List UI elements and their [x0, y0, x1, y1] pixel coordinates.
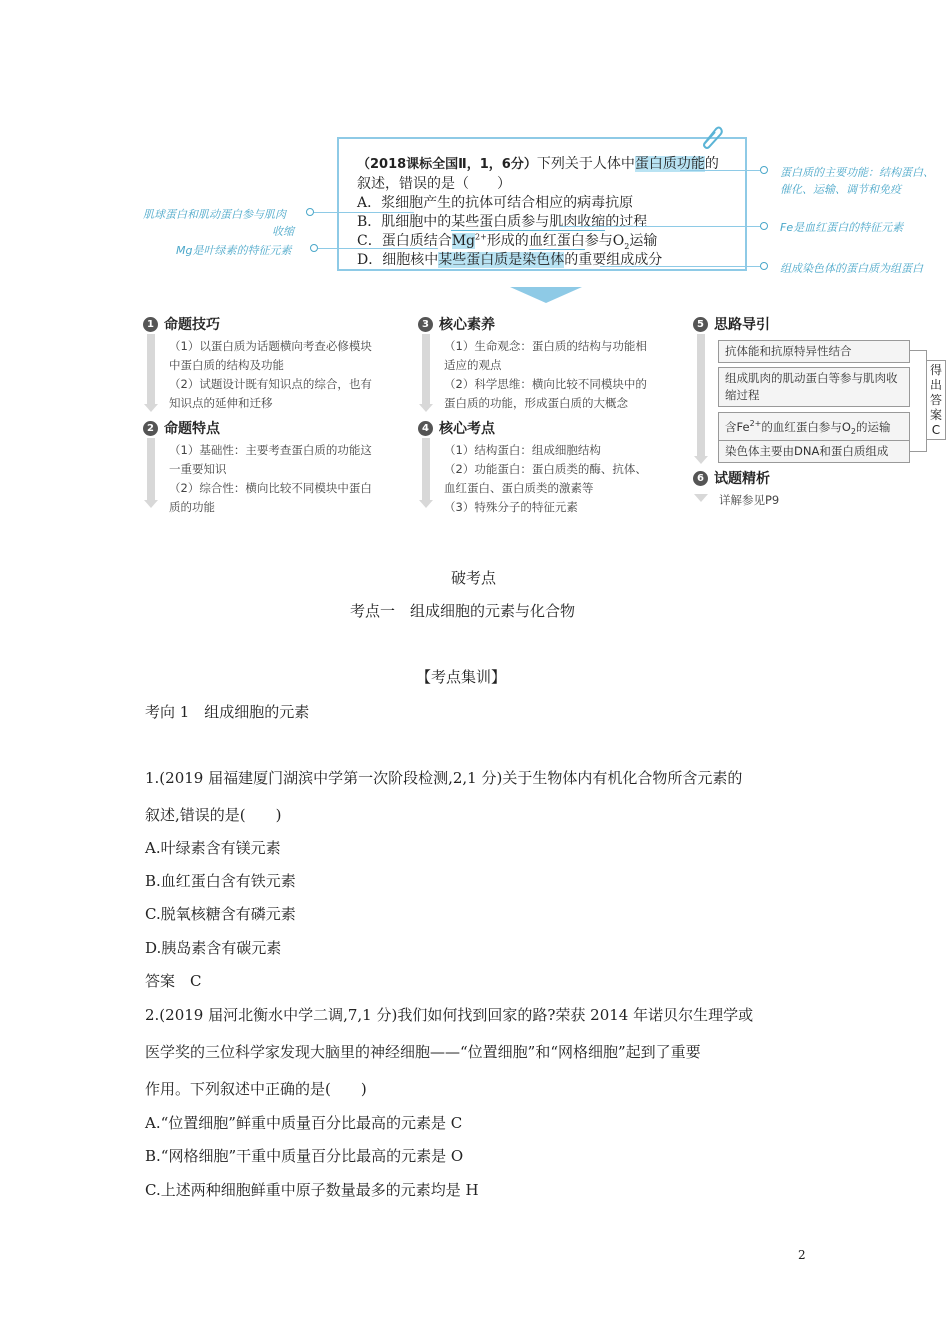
section-title: 试题精析 — [714, 471, 770, 487]
section-line: 质的功能 — [169, 500, 215, 514]
subscript: 2 — [624, 241, 630, 251]
section-hexin-suyang — [418, 314, 688, 413]
question-source: （2018课标全国Ⅱ，1，6分） — [357, 157, 537, 172]
guide-box-4: 染色体主要由DNA和蛋白质组成 — [718, 440, 910, 463]
note-dot — [760, 166, 768, 174]
superscript: 2+ — [475, 232, 487, 242]
text: D．细胞核中 — [357, 252, 439, 268]
option-b — [357, 211, 647, 231]
text: 下列关于人体中 — [536, 156, 635, 172]
section-line: 知识点的延伸和迁移 — [169, 396, 273, 410]
q2-option-a: A.“位置细胞”鲜重中质量百分比最高的元素是 C — [145, 1114, 463, 1132]
q1-option-c: C.脱氧核糖含有磷元素 — [145, 905, 296, 923]
section-line: （2）试题设计既有知识点的综合，也有 — [169, 377, 372, 391]
section-line: （1）结构蛋白：组成细胞结构 — [444, 443, 601, 457]
section-mingti-tedian — [143, 418, 403, 517]
text: 参与O — [584, 233, 625, 249]
question-box — [337, 137, 747, 271]
underline: 血红蛋白 — [528, 233, 585, 249]
text: 的重要组成成分 — [564, 252, 663, 268]
section-line: 适应的观点 — [444, 358, 502, 372]
leader-line — [680, 170, 760, 171]
answer-box: 得出答案C — [926, 360, 946, 440]
question-stem-line2: 叙述，错误的是（ ） — [357, 176, 511, 192]
section-number: 1 — [143, 317, 158, 332]
text: 含Fe — [725, 419, 750, 434]
text: 的运输 — [856, 419, 891, 434]
highlight: 某些蛋白质是染色体 — [438, 252, 565, 268]
text: 运输 — [629, 233, 658, 249]
down-arrow-icon — [510, 287, 582, 303]
leader-line — [314, 212, 414, 213]
q2-option-b: B.“网格细胞”干重中质量百分比最高的元素是 O — [145, 1147, 464, 1165]
guide-box-1: 抗体能和抗原特异性结合 — [718, 340, 910, 363]
text: 的 — [704, 156, 719, 172]
q1-line2: 叙述,错误的是( ) — [145, 806, 282, 824]
question-stem-line1 — [357, 153, 719, 173]
flow-bar — [697, 334, 705, 456]
note-histone: 组成染色体的蛋白质为组蛋白 — [780, 262, 923, 275]
section-title: 核心素养 — [439, 317, 495, 333]
section-number: 2 — [143, 421, 158, 436]
section-silu-daoyin — [693, 314, 893, 334]
section-line: 详解参见P9 — [719, 493, 780, 507]
section-number: 5 — [693, 317, 708, 332]
paperclip-icon — [698, 124, 724, 150]
q2-option-c: C.上述两种细胞鲜重中原子数量最多的元素均是 H — [145, 1181, 479, 1199]
section-line: 一重要知识 — [169, 462, 227, 476]
text: 的血红蛋白参与O — [761, 419, 851, 434]
section-line: （3）特殊分子的特征元素 — [444, 500, 578, 514]
highlight: Mg — [451, 233, 476, 249]
note-dot — [306, 208, 314, 216]
guide-box-2: 组成肌肉的肌动蛋白等参与肌肉收缩过程 — [718, 367, 910, 407]
bracket — [910, 350, 927, 452]
note-myosin-actin: 肌球蛋白和肌动蛋白参与肌肉 — [143, 208, 286, 221]
text: C．蛋白质结合 — [357, 233, 452, 249]
leader-line — [560, 226, 760, 227]
heading-pokaodian: 破考点 — [451, 569, 497, 587]
section-line: 血红蛋白、蛋白质类的激素等 — [444, 481, 594, 495]
leader-line — [600, 266, 760, 267]
section-line: （2）功能蛋白：蛋白质类的酶、抗体、 — [444, 462, 647, 476]
section-number: 3 — [418, 317, 433, 332]
section-hexin-kaodian — [418, 418, 688, 517]
q1-option-b: B.血红蛋白含有铁元素 — [145, 872, 296, 890]
superscript: 2+ — [749, 419, 762, 428]
section-line: 中蛋白质的结构及功能 — [169, 358, 284, 372]
direction-heading: 考向 1 组成细胞的元素 — [145, 703, 310, 721]
note-dot — [310, 244, 318, 252]
flow-arrow-icon — [694, 494, 708, 502]
heading-kaodian-jixun: 【考点集训】 — [416, 668, 507, 686]
section-title: 核心考点 — [439, 421, 495, 437]
section-line: （1）生命观念：蛋白质的结构与功能相 — [444, 339, 647, 353]
q1-option-d: D.胰岛素含有碳元素 — [145, 939, 282, 957]
guide-box-3 — [718, 412, 910, 443]
q2-line3: 作用。下列叙述中正确的是( ) — [145, 1080, 367, 1098]
section-number: 6 — [693, 471, 708, 486]
q1-line1: 1.(2019 届福建厦门湖滨中学第一次阶段检测,2,1 分)关于生物体内有机化合物所含元素的 — [145, 769, 743, 787]
note-dot — [760, 262, 768, 270]
heading-kaodian-1: 考点一 组成细胞的元素与化合物 — [350, 602, 576, 620]
note-myosin-actin-cont: 收缩 — [272, 225, 294, 238]
note-protein-functions-cont: 催化、运输、调节和免疫 — [780, 183, 901, 196]
section-line: （1）以蛋白质为话题横向考查必修模块 — [169, 339, 372, 353]
section-line: （2）科学思维：横向比较不同模块中的 — [444, 377, 647, 391]
text: B．肌细胞中的 — [357, 214, 452, 230]
section-title: 命题特点 — [164, 421, 220, 437]
section-line: （2）综合性：横向比较不同模块中蛋白 — [169, 481, 372, 495]
section-title: 思路导引 — [714, 317, 770, 333]
note-fe-element: Fe是血红蛋白的特征元素 — [780, 221, 904, 234]
section-title: 命题技巧 — [164, 317, 220, 333]
subscript: 2 — [850, 427, 857, 437]
note-dot — [760, 222, 768, 230]
option-a: A．浆细胞产生的抗体可结合相应的病毒抗原 — [357, 195, 634, 211]
q1-answer: 答案 C — [145, 972, 202, 990]
text: 形成的 — [486, 233, 529, 249]
section-line: 蛋白质的功能，形成蛋白质的大概念 — [444, 396, 628, 410]
note-protein-functions: 蛋白质的主要功能：结构蛋白、 — [780, 166, 934, 179]
note-mg-element: Mg是叶绿素的特征元素 — [176, 244, 292, 257]
section-shiti-jingxi — [693, 468, 893, 510]
page-number: 2 — [798, 1248, 806, 1262]
q2-line1: 2.(2019 届河北衡水中学二调,7,1 分)我们如何找到回家的路?荣获 2014 年诺贝尔生理学或 — [145, 1006, 754, 1024]
section-mingti-jiqiao — [143, 314, 403, 413]
q2-line2: 医学奖的三位科学家发现大脑里的神经细胞——“位置细胞”和“网格细胞”起到了重要 — [145, 1043, 701, 1061]
underline: 某些蛋白质参与肌肉收缩 — [451, 214, 606, 230]
text: 的过程 — [605, 214, 648, 230]
q1-option-a: A.叶绿素含有镁元素 — [145, 839, 281, 857]
highlight: 蛋白质功能 — [634, 156, 705, 172]
section-number: 4 — [418, 421, 433, 436]
leader-line — [318, 248, 438, 249]
section-line: （1）基础性：主要考查蛋白质的功能这 — [169, 443, 372, 457]
flow-arrow-icon — [694, 456, 708, 464]
